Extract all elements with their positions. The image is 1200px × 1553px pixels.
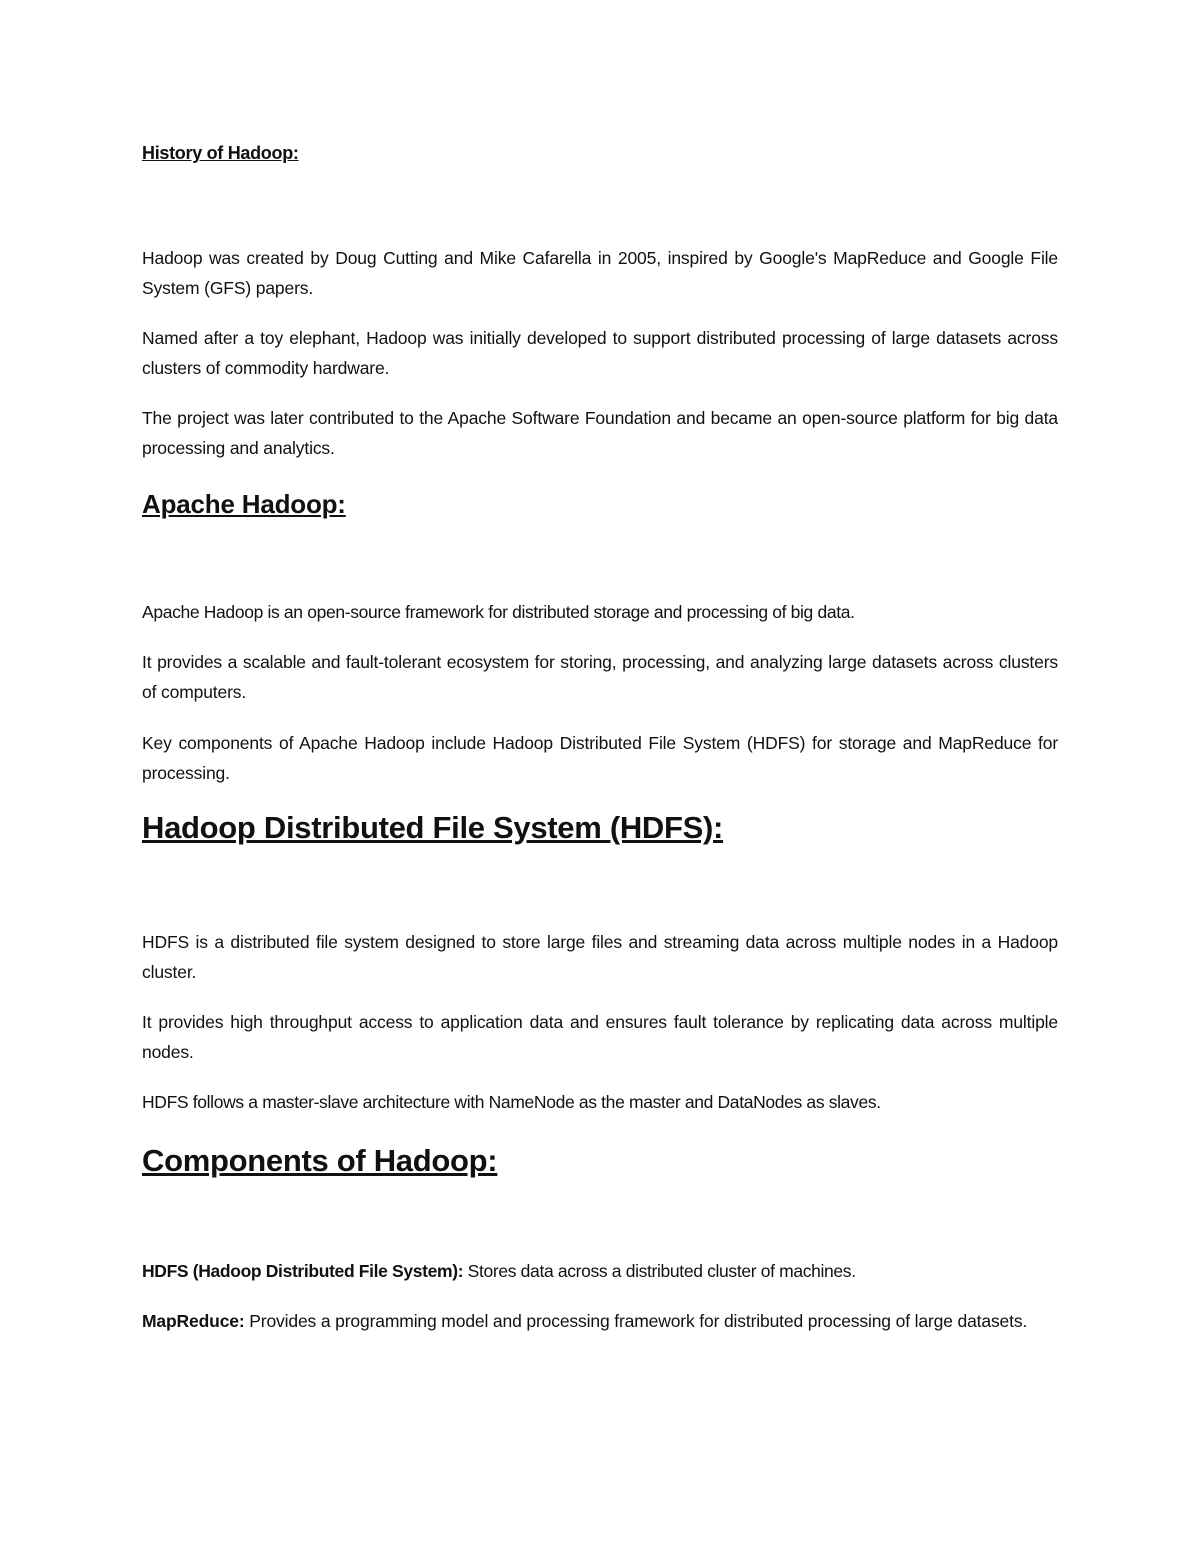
paragraph-history-2: Named after a toy elephant, Hadoop was initially developed to support distributed processing of large datasets across clusters of commodity hardware. — [142, 328, 1058, 378]
heading-hdfs: Hadoop Distributed File System (HDFS): — [142, 810, 724, 845]
term-hdfs-description: Stores data across a distributed cluster of machines. — [463, 1261, 856, 1281]
paragraph-apache-3: Key components of Apache Hadoop include Hadoop Distributed File System (HDFS) for storage and MapReduce for processing. — [142, 733, 1058, 783]
heading-history-of-hadoop: History of Hadoop: — [142, 143, 299, 163]
term-mapreduce-description: Provides a programming model and processing framework for distributed processing of large datasets. — [244, 1311, 1028, 1331]
paragraph-history-1: Hadoop was created by Doug Cutting and Mike Cafarella in 2005, inspired by Google's MapReduce and Google File System (GFS) papers. — [142, 248, 1058, 298]
heading-components-of-hadoop: Components of Hadoop: — [142, 1143, 498, 1178]
list-item-mapreduce — [142, 1306, 1058, 1336]
paragraph-hdfs-1: HDFS is a distributed file system designed to store large files and streaming data across multiple nodes in a Hadoop cluster. — [142, 932, 1058, 982]
document-page — [142, 0, 1058, 1553]
term-hdfs: HDFS (Hadoop Distributed File System): — [142, 1261, 464, 1281]
heading-apache-hadoop: Apache Hadoop: — [142, 489, 346, 519]
term-mapreduce: MapReduce: — [142, 1311, 245, 1331]
paragraph-hdfs-2: It provides high throughput access to application data and ensures fault tolerance by replicating data across multiple nodes. — [142, 1012, 1058, 1062]
paragraph-history-3: The project was later contributed to the Apache Software Foundation and became an open-source platform for big data processing and analytics. — [142, 408, 1058, 458]
paragraph-apache-2: It provides a scalable and fault-tolerant ecosystem for storing, processing, and analyzing large datasets across clusters of computers. — [142, 652, 1058, 702]
paragraph-apache-1: Apache Hadoop is an open-source framework for distributed storage and processing of big data. — [142, 602, 855, 622]
paragraph-hdfs-3: HDFS follows a master-slave architecture with NameNode as the master and DataNodes as slaves. — [142, 1092, 881, 1112]
list-item-hdfs — [142, 1256, 1058, 1286]
